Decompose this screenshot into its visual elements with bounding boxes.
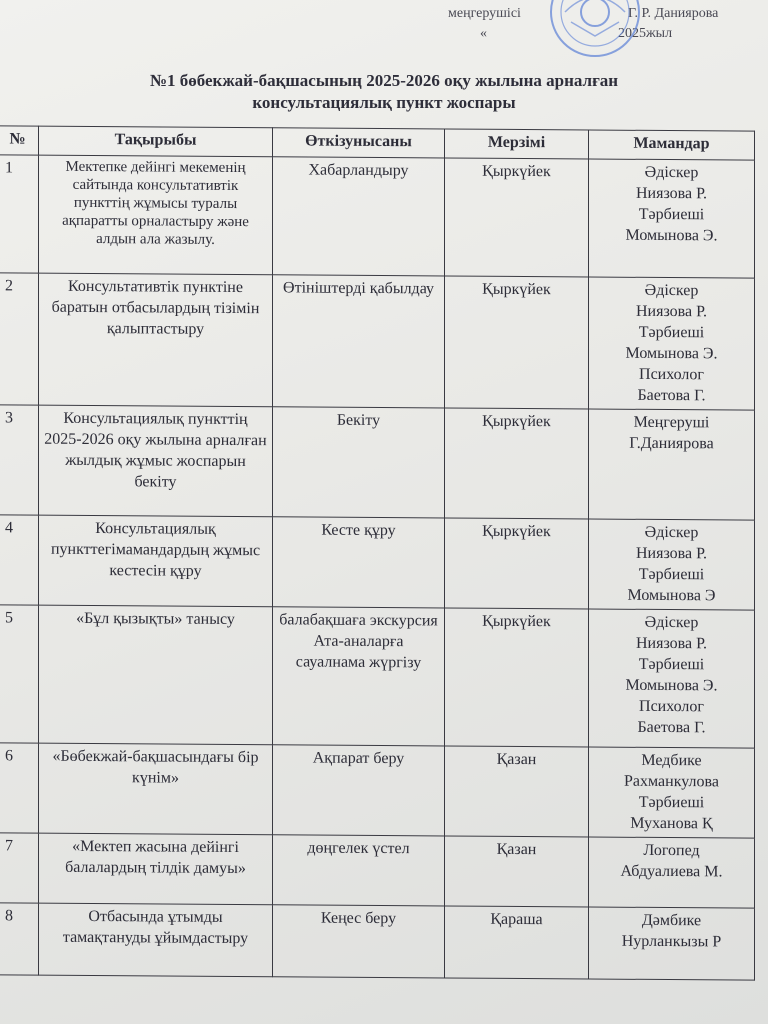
official-seal-icon	[535, 0, 655, 62]
staff-line: Әдіскер	[644, 523, 699, 542]
approval-role: меңгерушісі	[448, 6, 521, 21]
table-row	[0, 903, 755, 980]
row-form: Кесте құру	[273, 517, 445, 608]
header-term: Мерзімі	[445, 129, 589, 159]
table-row	[0, 515, 755, 610]
row-topic: «Бөбекжай-бақшасындағы бір күнім»	[39, 743, 273, 835]
staff-line: Ниязова Р.	[635, 634, 708, 653]
row-term: Қазан	[445, 836, 589, 907]
approval-year: 2025жыл	[618, 26, 673, 41]
staff-line: Әдіскер	[644, 613, 699, 632]
row-term: Қараша	[445, 906, 589, 979]
staff-line: Момынова Э.	[625, 344, 718, 363]
staff-line: Психолог	[639, 365, 704, 384]
title-line-2: консультациялық пункт жоспары	[252, 93, 516, 112]
staff-line: Нурланкызы Р	[621, 932, 722, 951]
header-form: Өткізунысаны	[273, 128, 445, 158]
row-staff	[589, 519, 755, 610]
row-term: Қыркүйек	[445, 158, 589, 277]
table-row	[0, 605, 755, 748]
row-staff	[589, 747, 755, 838]
row-form: балабақшаға экскурсия Ата-аналарға сауалнама жүргізу	[273, 607, 445, 746]
row-number: 8	[0, 903, 39, 975]
row-term: Қазан	[445, 746, 589, 837]
row-form: Хабарландыру	[273, 157, 445, 276]
staff-line: Ниязова Р.	[635, 302, 708, 321]
row-topic: «Бұл қызықты» танысу	[39, 605, 273, 745]
staff-line: Логопед	[643, 841, 700, 860]
row-number: 2	[0, 273, 39, 405]
staff-line: Г.Даниярова	[629, 434, 714, 453]
row-staff	[589, 837, 755, 908]
header-number: №	[0, 126, 39, 155]
row-topic: Консультативтік пунктіне баратын отбасылардың тізімін қалыптастыру	[39, 273, 273, 407]
row-number: 1	[0, 155, 39, 273]
table-row	[0, 833, 755, 908]
table-row	[0, 743, 755, 838]
row-form: Бекіту	[273, 407, 445, 518]
staff-line: Тәрбиеші	[638, 323, 705, 342]
row-form: Кеңес беру	[273, 905, 445, 978]
staff-line: Әдіскер	[644, 163, 699, 182]
staff-line: Момынова Э.	[625, 676, 718, 695]
table-row	[0, 155, 755, 278]
staff-line: Тәрбиеші	[638, 655, 705, 674]
row-term: Қыркүйек	[445, 608, 589, 747]
staff-line: Тәрбиеші	[638, 565, 705, 584]
table-row	[0, 273, 755, 410]
row-number: 5	[0, 605, 39, 743]
row-form: Ақпарат беру	[273, 745, 445, 836]
row-form: Өтініштерді қабылдау	[273, 275, 445, 408]
staff-line: Рахманкулова	[624, 772, 719, 791]
staff-line: Медбике	[641, 751, 702, 770]
row-staff	[589, 277, 755, 410]
consultation-plan-table	[0, 125, 755, 980]
row-staff	[589, 159, 755, 278]
row-staff	[589, 907, 755, 980]
row-term: Қыркүйек	[445, 276, 589, 409]
row-topic: Мектепке дейінгі мекеменің сайтында консультативтік пункттің жұмысы туралы ақпаратты орналастыру және алдын ала жазылу.	[39, 155, 273, 275]
approval-year-prefix: «	[480, 26, 487, 41]
staff-line: Баетова Г.	[637, 386, 706, 405]
staff-line: Әдіскер	[644, 281, 699, 300]
staff-line: Ниязова Р.	[635, 544, 708, 563]
approval-name: Г. Р. Даниярова	[628, 6, 719, 21]
row-number: 3	[0, 405, 39, 515]
header-staff: Мамандар	[589, 130, 755, 160]
row-staff	[589, 409, 755, 520]
row-number: 7	[0, 833, 39, 903]
staff-line: Момынова Э	[627, 586, 716, 605]
staff-line: Баетова Г.	[637, 718, 706, 737]
row-topic: Отбасында ұтымды тамақтануды ұйымдастыру	[39, 903, 273, 977]
staff-line: Момынова Э.	[625, 226, 718, 245]
staff-line: Психолог	[639, 697, 704, 716]
row-topic: Консультациялық пункттің 2025-2026 оқу жылына арналған жылдық жұмыс жоспарын бекіту	[39, 405, 273, 517]
row-form: дөңгелек үстел	[273, 835, 445, 906]
staff-line: Муханова Қ	[630, 814, 713, 833]
header-topic: Тақырыбы	[39, 126, 273, 157]
row-term: Қыркүйек	[445, 408, 589, 519]
title-line-1: №1 бөбекжай-бақшасының 2025-2026 оқу жылына арналған	[149, 71, 619, 90]
staff-line: Тәрбиеші	[638, 793, 705, 812]
row-number: 4	[0, 515, 39, 605]
row-topic: Консультациялық пункттегімамандардың жұмыс кестесін құру	[39, 515, 273, 607]
staff-line: Ниязова Р.	[635, 184, 708, 203]
staff-line: Меңгеруші	[633, 413, 710, 432]
staff-line: Тәрбиеші	[638, 205, 705, 224]
table-row	[0, 405, 755, 520]
row-term: Қыркүйек	[445, 518, 589, 609]
row-topic: «Мектеп жасына дейінгі балалардың тілдік дамуы»	[39, 833, 273, 905]
row-number: 6	[0, 743, 39, 833]
staff-line: Дәмбике	[641, 911, 702, 930]
staff-line: Абдуалиева М.	[620, 862, 723, 881]
document-title	[0, 70, 768, 114]
row-staff	[589, 609, 755, 748]
